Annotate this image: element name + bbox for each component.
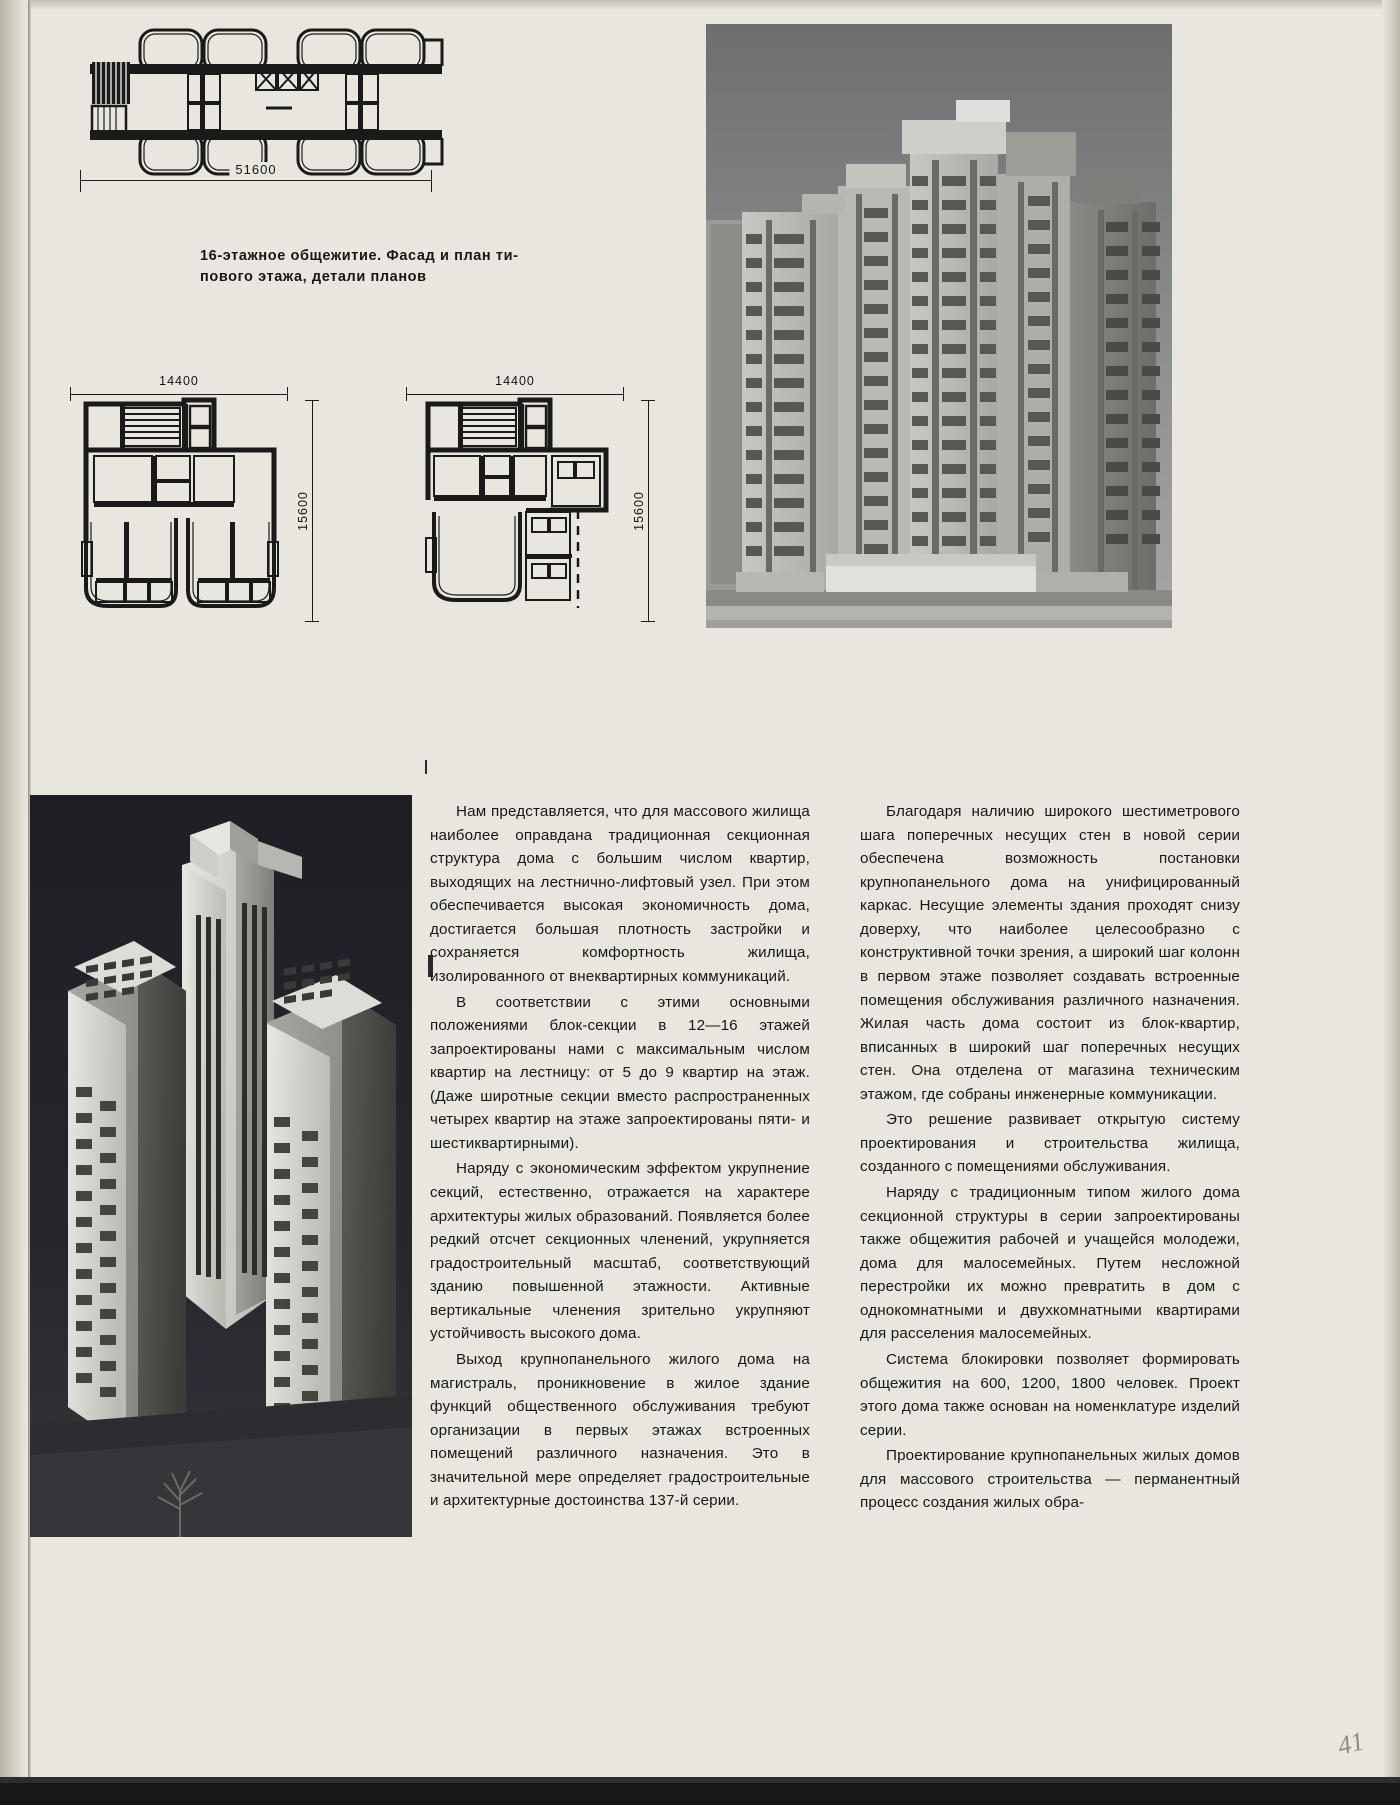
detail-plan-left-height-value: 15600: [296, 486, 310, 536]
article-column-left: [430, 800, 810, 1513]
paragraph: Проектирование крупнопанельных жилых домов для массового строительства — перманентный процесс создания жилых обра-: [860, 1447, 1240, 1512]
paragraph: Система блокировки позволяет формировать общежития на 600, 1200, 1800 человек. Проект этого дома также основан на номенклатуре изделий серии.: [860, 1350, 1240, 1439]
paragraph: Нам представляется, что для массового жилища наиболее оправдана традиционная секционная структура дома с большим числом квартир, выходящих на лестнично-лифтовый узел. При этом обеспечивается высокая экономичность дома, достигается большая плотность застройки и сохраняется комфортность жилища, изолированного от внеквартирных коммуникаций.: [430, 803, 810, 985]
page-bottom-edge: [0, 1783, 1400, 1805]
scan-artifact-fleck-1: [425, 760, 427, 774]
dimension-51600: [80, 162, 432, 194]
page-right-edge: [1382, 0, 1400, 1805]
article-column-right: [860, 800, 1240, 1515]
paragraph: В соответствии с этими основными положениями блок-секции в 12—16 этажей запроектированы нами с максимальным числом квартир на лестницу: от 5 до 9 квартир на этаж. (Даже широтные секции вместо распространенных четырех квартир на этаже запроектированы пяти- и шестиквартирными).: [430, 993, 810, 1152]
caption-line-1: 16-этажное общежитие. Фасад и план ти-: [200, 248, 519, 264]
caption-line-2: пового этажа, детали планов: [200, 269, 427, 286]
paragraph: Наряду с экономическим эффектом укрупнение секций, естественно, отражается на характере архитектуры жилых образований. Появляется более редкий отсчет секционных членений, укрупняется градостроительный масштаб, соответствующий зданию повышенной этажности. Активные вертикальные членения зрительно укрупняют устойчивость высокого дома.: [430, 1160, 810, 1343]
paragraph: Выход крупнопанельного жилого дома на магистраль, проникновение в жилое здание функций общественного обслуживания требуют организации в первых этажах встроенных помещений различного назначения. Это в значительной мере определяет градостроительные и архитектурные достоинства 137-й серии.: [430, 1350, 810, 1510]
facade-photograph: [706, 24, 1172, 628]
detail-plan-left-drawing: [64, 392, 304, 632]
model-photograph: [30, 795, 412, 1537]
detail-plan-right-drawing: [400, 392, 640, 632]
dimension-tick-left: [80, 170, 81, 192]
typical-floor-plan-drawing: [80, 22, 450, 182]
detail-plan-left-width-value: 14400: [154, 374, 204, 388]
detail-plan-left: [64, 392, 304, 632]
paragraph: Наряду с традиционным типом жилого дома секционной структуры в серии запроектированы также общежития рабочей и учащейся молодежи, дома для малосемейных. Путем несложной перестройки их можно превратить в дом с однокомнатными и двухкомнатными квартирами для расселения малосемейных.: [860, 1184, 1240, 1343]
paragraph: Благодаря наличию широкого шестиметрового шага поперечных несущих стен в новой серии обеспечена возможность постановки крупнопанельного дома на унифицированный каркас. Несущие элементы здания проходят снизу доверху, что наиболее целесообразно с конструктивной точки зрения, а широкий шаг колонн в первом этаже позволяет создавать встроенные помещения обслуживания различного назначения. Жилая часть дома состоит из блок-квартир, вписанных в широкий шаг поперечных несущих стен. Она отделена от магазина техническим этажом, где собраны инженерные коммуникации.: [860, 803, 1240, 1103]
dimension-line: [80, 180, 432, 181]
model-photograph-image: [30, 795, 412, 1537]
facade-photograph-image: [706, 24, 1172, 628]
paragraph: Это решение развивает открытую систему проектирования и строительства жилища, созданного с помещениями обслуживания.: [860, 1111, 1240, 1176]
detail-plan-right-width-value: 14400: [490, 374, 540, 388]
page-number: 41: [1334, 1726, 1368, 1761]
detail-plan-right: [400, 392, 640, 632]
typical-floor-plan: [80, 22, 450, 182]
figure-caption: [200, 246, 540, 288]
page-top-edge: [0, 0, 1400, 10]
binding-gutter: [0, 0, 30, 1805]
dimension-tick-right: [431, 170, 432, 192]
dimension-value: 51600: [229, 162, 282, 177]
detail-plan-right-height-value: 15600: [632, 486, 646, 536]
